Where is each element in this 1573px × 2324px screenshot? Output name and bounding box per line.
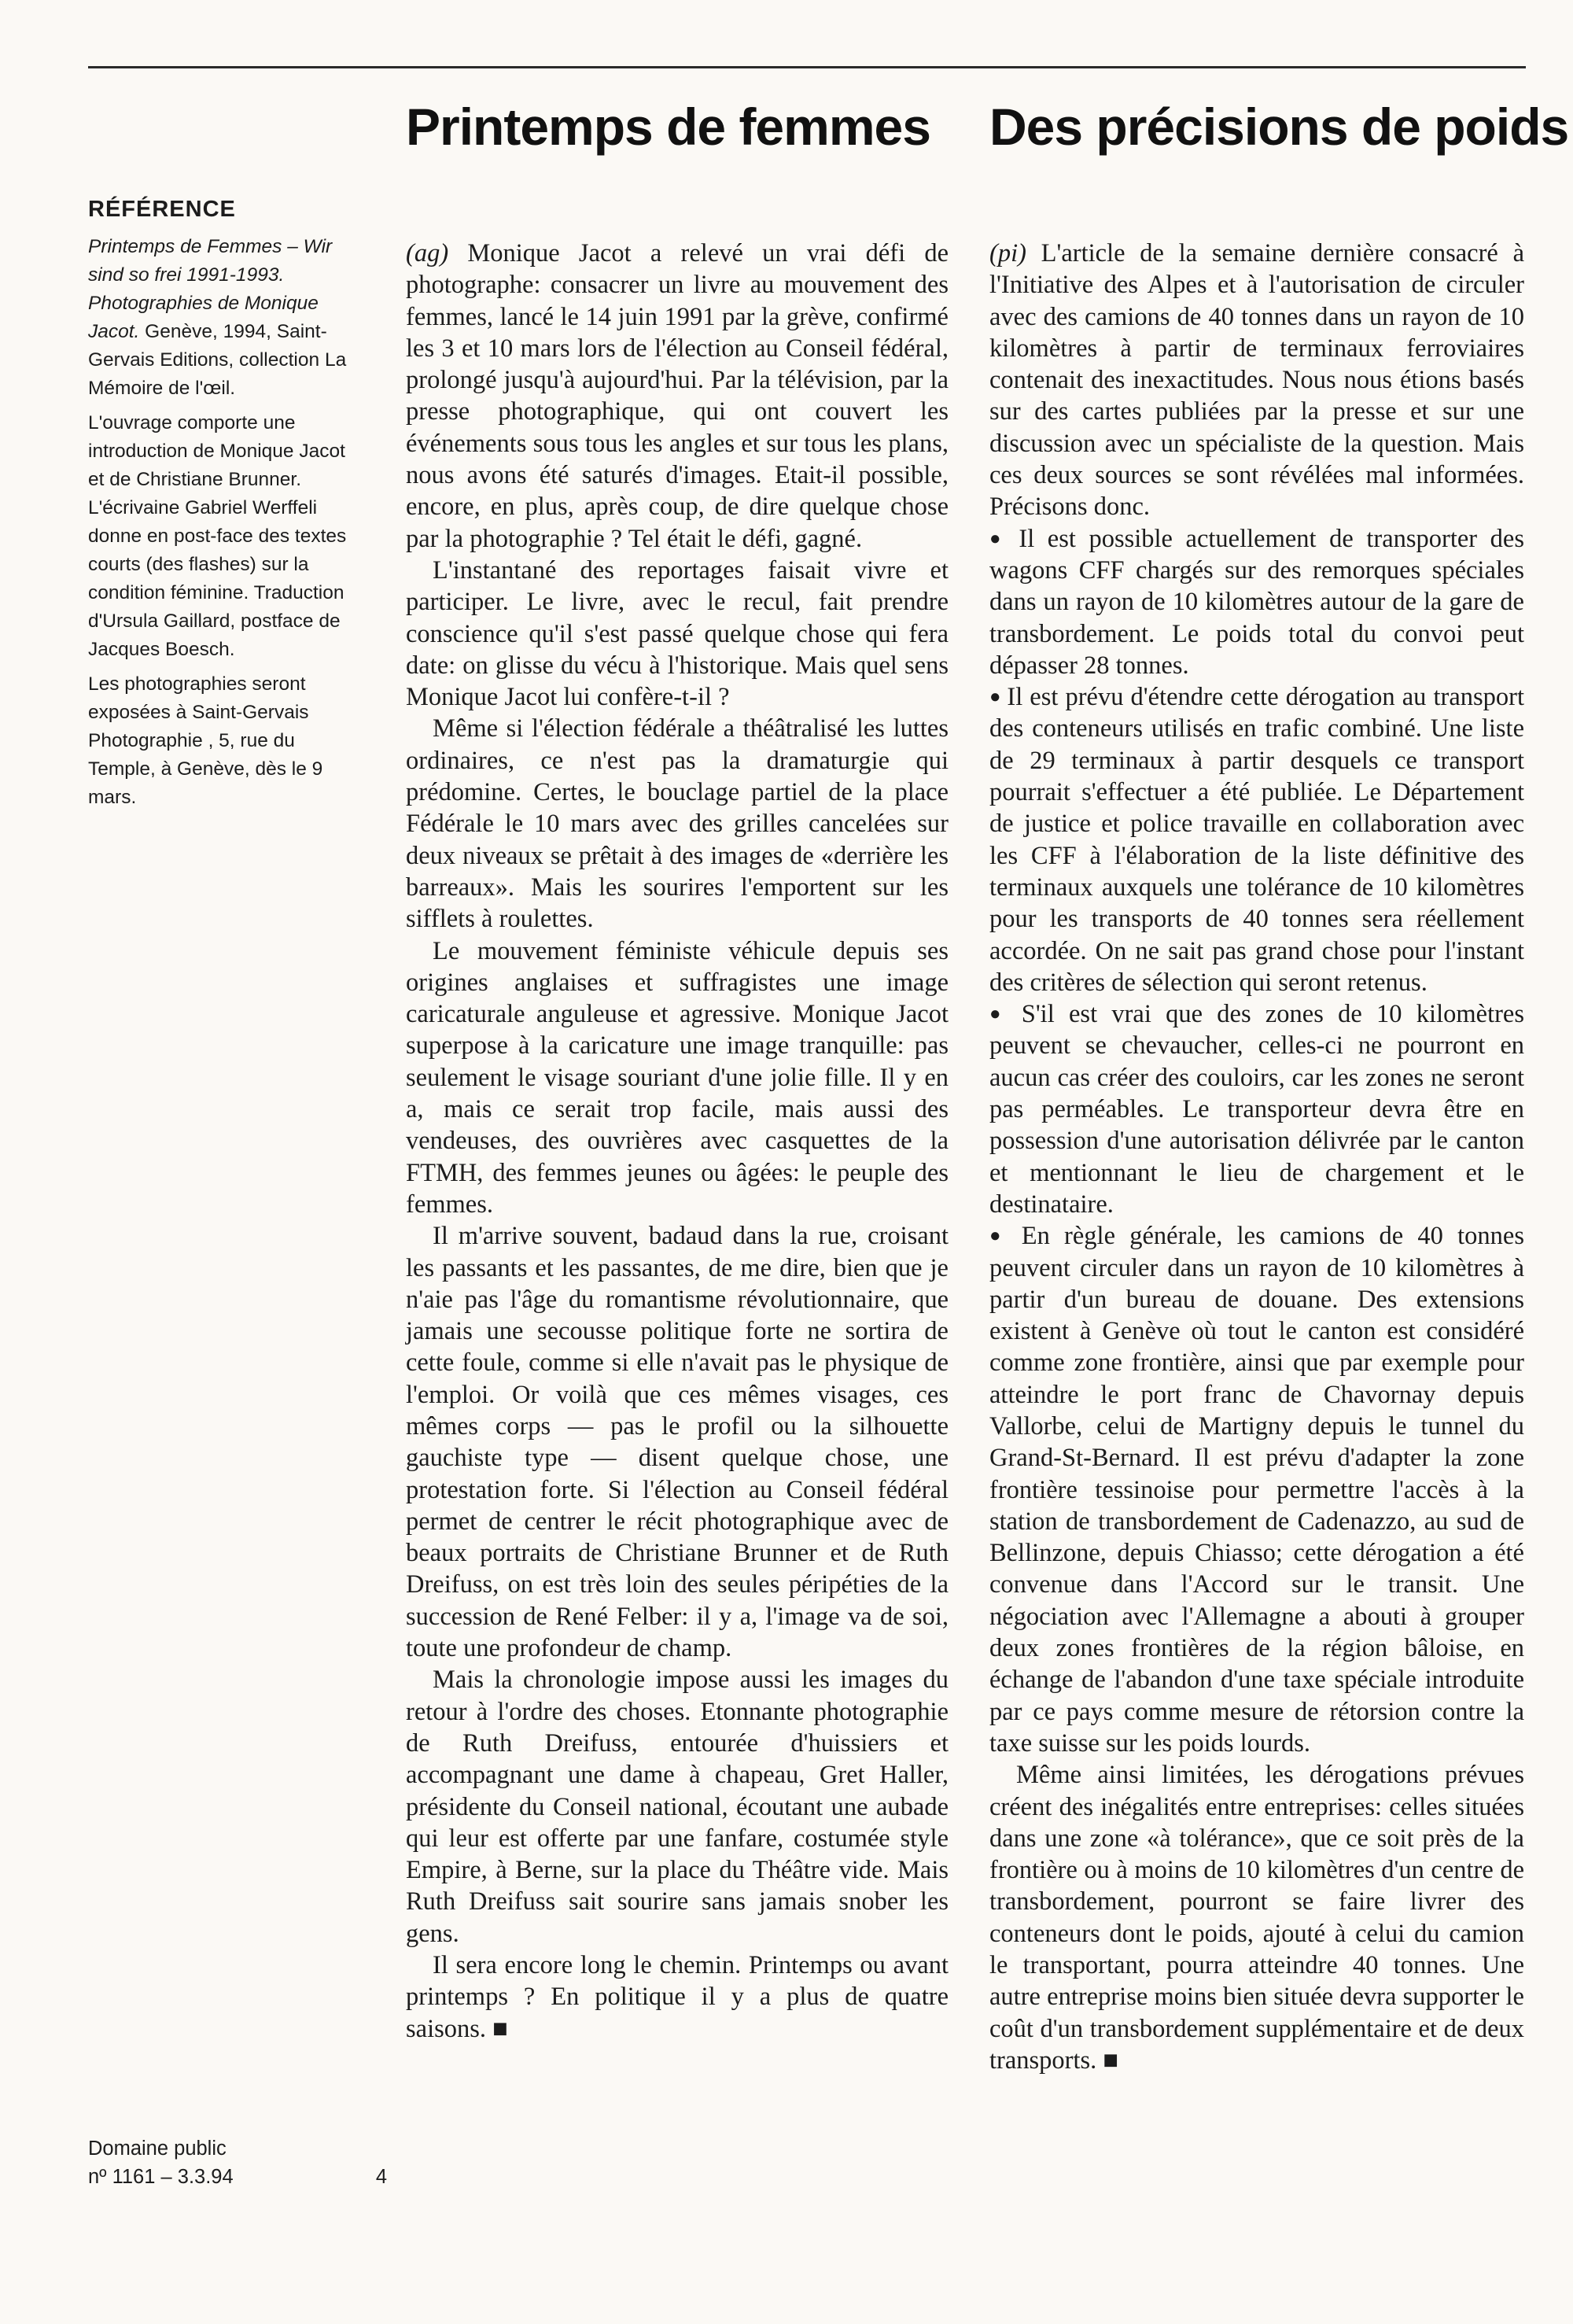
bullet-paragraph: ● Il est prévu d'étendre cette dérogation au transport des conteneurs utilisés en trafic combiné. Une liste de 29 terminaux à partir desquels ce transport pourrait s'effectuer a été publiée. Le Département de justice et police travaille en collaboration avec les CFF à l'élaboration de la liste définitive des terminaux auxquels une tolérance de 10 kilomètres pour les transports de 40 tonnes sera réellement accordée. On ne sait pas grand chose pour l'instant des critères de sélection qui seront retenus. xyxy=(989,681,1524,998)
article-printemps xyxy=(406,98,949,2045)
reference-book-title: Printemps de Femmes – Wir sind so frei 1991-1993. Photographies de Monique Jacot. xyxy=(88,236,333,342)
article-precisions xyxy=(989,98,1569,2076)
page-footer xyxy=(88,2134,387,2191)
reference-note-exhibition: Les photographies seront exposées à Saint-Gervais Photographie , 5, rue du Temple, à Genève, dès le 9 mars. xyxy=(88,673,323,808)
article-paragraph: (ag) Monique Jacot a relevé un vrai défi de photographe: consacrer un livre au mouvement des femmes, lancé le 14 juin 1991 par la grève, confirmé les 3 et 10 mars lors de l'élection au Conseil fédéral, prolongé jusqu'à aujourd'hui. Par la télévision, par la presse photographique, qui ont couvert les événements sous tous les angles et sur tous les plans, nous avons été saturés d'images. Etait-il possible, encore, en plus, après coup, de dire quelque chose par la photographie ? Tel était le défi, gagné. xyxy=(406,239,949,553)
article-title: Des précisions de poids xyxy=(989,98,1569,156)
article-body xyxy=(406,238,949,2045)
issue-number: nº 1161 – 3.3.94 xyxy=(88,2166,234,2188)
article-title: Printemps de femmes xyxy=(406,98,930,156)
bullet-paragraph: ● En règle générale, les camions de 40 tonnes peuvent circuler dans un rayon de 10 kilomètres à partir d'un bureau de douane. Des extensions existent à Genève où tout le canton est considéré comme zone frontière, ainsi que par exemple pour atteindre le port franc de Chavornay depuis Vallorbe, celui de Martigny depuis le tunnel du Grand-St-Bernard. Il est prévu d'adapter la zone frontière tessinoise pour permettre l'accès à la station de transbordement de Cadenazzo, au sud de Bellinzone, depuis Chiasso; cette dérogation a été convenue dans l'Accord sur le transit. Une négociation avec l'Allemagne a abouti à grouper deux zones frontières de la région bâloise, en échange de l'abandon d'une taxe spéciale introduite par ce pays comme mesure de rétorsion contre la taxe suisse sur les poids lourds. xyxy=(989,1220,1524,1759)
article-paragraph: (pi) L'article de la semaine dernière consacré à l'Initiative des Alpes et à l'autorisation de circuler avec des camions de 40 tonnes dans un rayon de 10 kilomètres à partir de terminaux ferroviaires contenait des inexactitudes. Nous nous étions basés sur des cartes publiées par la presse et sur une discussion avec un spécialiste de la question. Mais ces deux sources se sont révélées mal informées. Précisons donc. xyxy=(989,239,1524,522)
reference-note-contents: L'ouvrage comporte une introduction de Monique Jacot et de Christiane Brunner. L'écrivaine Gabriel Werffeli donne en post-face des textes courts (des flashes) sur la condition féminine. Traduction d'Ursula Gaillard, postface de Jacques Boesch. xyxy=(88,412,347,660)
article-paragraph: Il sera encore long le chemin. Printemps ou avant printemps ? En politique il y a plus de quatre saisons. ■ xyxy=(406,1951,949,2043)
article-body xyxy=(989,238,1524,2076)
reference-sidebar xyxy=(88,195,355,818)
page-number: 4 xyxy=(375,2166,387,2188)
article-paragraph: Même si l'élection fédérale a théâtralisé les luttes ordinaires, ce n'est pas la dramaturgie qui prédomine. Certes, le bouclage partiel de la place Fédérale le 10 mars avec des grilles cancelées sur deux niveaux se prêtait à des images de «derrière les barreaux». Mais les sourires l'emportent sur les sifflets à roulettes. xyxy=(406,714,949,934)
article-paragraph: Le mouvement féministe véhicule depuis ses origines anglaises et suffragistes une image caricaturale anguleuse et agressive. Monique Jacot superpose à la caricature une image tranquille: pas seulement le visage souriant d'une jolie fille. Il y en a, mais ce serait trop facile, mais aussi des vendeuses, des ouvrières avec casquettes de la FTMH, des femmes jeunes ou âgées: le peuple des femmes. xyxy=(406,936,949,1219)
author-tag: (pi) xyxy=(989,239,1026,267)
publication-name: Domaine public xyxy=(88,2138,227,2160)
top-rule xyxy=(88,66,1526,68)
article-paragraph: Même ainsi limitées, les dérogations prévues créent des inégalités entre entreprises: celles situées dans une zone «à tolérance», que ce soit près de la frontière ou à moins de 10 kilomètres d'un centre de transbordement, pourront se faire livrer des conteneurs dont le poids, ajouté à celui du camion le transportant, pourra atteindre 40 tonnes. Une autre entreprise moins bien située devra supporter le coût d'un transbordement supplémentaire et de deux transports. ■ xyxy=(989,1761,1524,2075)
article-paragraph: L'instantané des reportages faisait vivre et participer. Le livre, avec le recul, fait prendre conscience qu'il s'est passé quelque chose qui fera date: on glisse du vécu à l'historique. Mais quel sens Monique Jacot lui confère-t-il ? xyxy=(406,555,949,712)
reference-publisher: Genève, 1994, Saint-Gervais Editions, collection La Mémoire de l'œil. xyxy=(88,321,347,399)
bullet-paragraph: ● Il est possible actuellement de transporter des wagons CFF chargés sur des remorques spéciales dans un rayon de 10 kilomètres autour de la gare de transbordement. Le poids total du convoi peut dépasser 28 tonnes. xyxy=(989,523,1524,681)
reference-citation xyxy=(88,233,355,403)
bullet-paragraph: ● S'il est vrai que des zones de 10 kilomètres peuvent se chevaucher, celles-ci ne pourront en aucun cas créer des couloirs, car les zones ne seront pas perméables. Le transporteur devra être en possession d'une autorisation délivrée par le canton et mentionnant le lieu de chargement et le destinataire. xyxy=(989,998,1524,1220)
article-paragraph: Mais la chronologie impose aussi les images du retour à l'ordre des choses. Etonnante photographie de Ruth Dreifuss, entourée d'huissiers et accompagnant une dame à chapeau, Gret Haller, présidente du Conseil national, écoutant une aubade qui leur est offerte par une fanfare, costumée style Empire, à Berne, sur la place du Théâtre vide. Mais Ruth Dreifuss sait sourire sans jamais snober les gens. xyxy=(406,1666,949,1948)
article-paragraph: Il m'arrive souvent, badaud dans la rue, croisant les passants et les passantes, de me dire, bien que je n'aie pas l'âge du romantisme révolutionnaire, que jamais une secousse politique forte ne sortira de cette foule, comme si elle n'avait pas le physique de l'emploi. Or voilà que ces mêmes visages, ces mêmes corps — pas le profil ou la silhouette gauchiste type — disent quelque chose, une protestation forte. Si l'élection au Conseil fédéral permet de centrer le récit photographique avec de beaux portraits de Christiane Brunner et de Ruth Dreifuss, on est très loin des seules péripéties de la succession de René Felber: il y a, l'image va de soi, toute une profondeur de champ. xyxy=(406,1222,949,1663)
reference-heading: RÉFÉRENCE xyxy=(88,197,236,222)
author-tag: (ag) xyxy=(406,239,449,267)
